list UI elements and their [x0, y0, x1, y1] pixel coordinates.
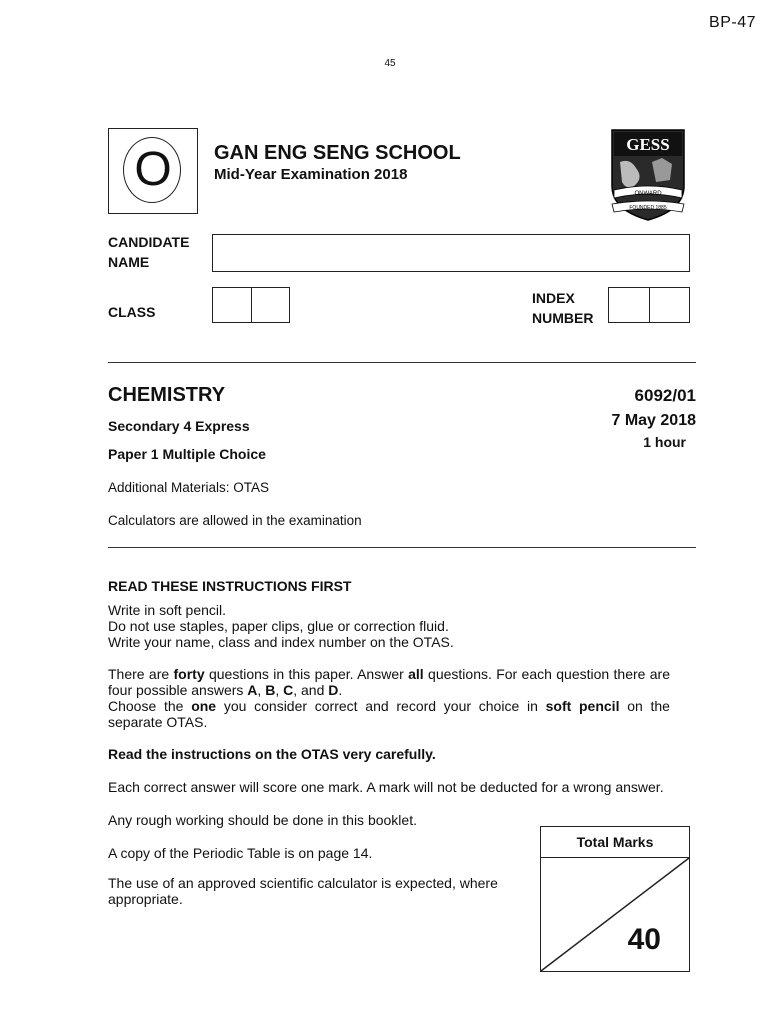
candidate-name-field[interactable] — [212, 234, 690, 272]
index-number-field[interactable] — [608, 287, 690, 323]
choose-paragraph: Choose the one you consider correct and record your choice in soft pencil on the separate OTAS. — [108, 698, 670, 730]
document-stamp: BP-47 — [709, 14, 756, 31]
paper-title: Paper 1 Multiple Choice — [108, 446, 266, 462]
class-field[interactable] — [212, 287, 290, 323]
scoring-note — [108, 779, 670, 795]
rough-work-text: Any rough working should be done in this booklet. — [108, 812, 417, 828]
index-number-label — [532, 288, 593, 328]
calculator-note — [108, 875, 498, 907]
additional-materials: Additional Materials: OTAS — [108, 480, 270, 495]
level-box — [108, 128, 198, 214]
scoring-text: Each correct answer will score one mark. A mark will not be deducted for a wrong answer. — [108, 779, 664, 795]
level-text: Secondary 4 Express — [108, 418, 250, 434]
otas-note — [108, 746, 670, 762]
exam-name: Mid-Year Examination 2018 — [214, 166, 408, 183]
svg-text:ONWARD: ONWARD — [634, 191, 662, 197]
otas-note-text: Read the instructions on the OTAS very carefully. — [108, 746, 436, 762]
calculators-note: Calculators are allowed in the examination — [108, 513, 362, 528]
periodic-table-text: A copy of the Periodic Table is on page 14. — [108, 845, 373, 861]
instructions-questions — [108, 666, 670, 730]
level-letter: O — [134, 143, 172, 196]
divider — [108, 547, 696, 548]
instruction-line: Write in soft pencil. — [108, 602, 227, 618]
exam-date: 7 May 2018 — [611, 412, 696, 429]
instructions-heading — [108, 578, 670, 594]
class-label: CLASS — [108, 304, 156, 320]
candidate-label-line1: CANDIDATE — [108, 234, 190, 250]
index-label-line1: INDEX — [532, 290, 575, 306]
instruction-line: Write your name, class and index number on the OTAS. — [108, 634, 454, 650]
svg-text:FOUNDED 1885: FOUNDED 1885 — [629, 205, 667, 211]
exam-duration: 1 hour — [643, 434, 686, 450]
total-marks-value: 40 — [627, 923, 661, 956]
marks-diagonal — [541, 858, 689, 971]
paper-code: 6092/01 — [634, 386, 696, 405]
calculator-text: The use of an approved scientific calculator is expected, where appropriate. — [108, 875, 498, 907]
candidate-label-line2: NAME — [108, 254, 150, 270]
instruction-line: Do not use staples, paper clips, glue or correction fluid. — [108, 618, 449, 634]
svg-text:GESS: GESS — [626, 135, 670, 154]
index-label-line2: NUMBER — [532, 310, 594, 326]
school-crest-logo — [610, 128, 686, 224]
subject-title: CHEMISTRY — [108, 384, 226, 406]
total-marks-box — [540, 826, 690, 972]
instructions-block-1 — [108, 602, 670, 650]
instructions-title: READ THESE INSTRUCTIONS FIRST — [108, 578, 352, 594]
candidate-name-label — [108, 232, 189, 272]
questions-paragraph: There are forty questions in this paper. Answer all questions. For each question there are four possible answers A, B, C, and D. — [108, 666, 671, 698]
periodic-table-note — [108, 845, 508, 861]
school-name: GAN ENG SENG SCHOOL — [214, 142, 461, 164]
total-marks-label: Total Marks — [541, 827, 689, 858]
rough-work-note — [108, 812, 508, 828]
divider — [108, 362, 696, 363]
page-number: 45 — [384, 58, 396, 69]
